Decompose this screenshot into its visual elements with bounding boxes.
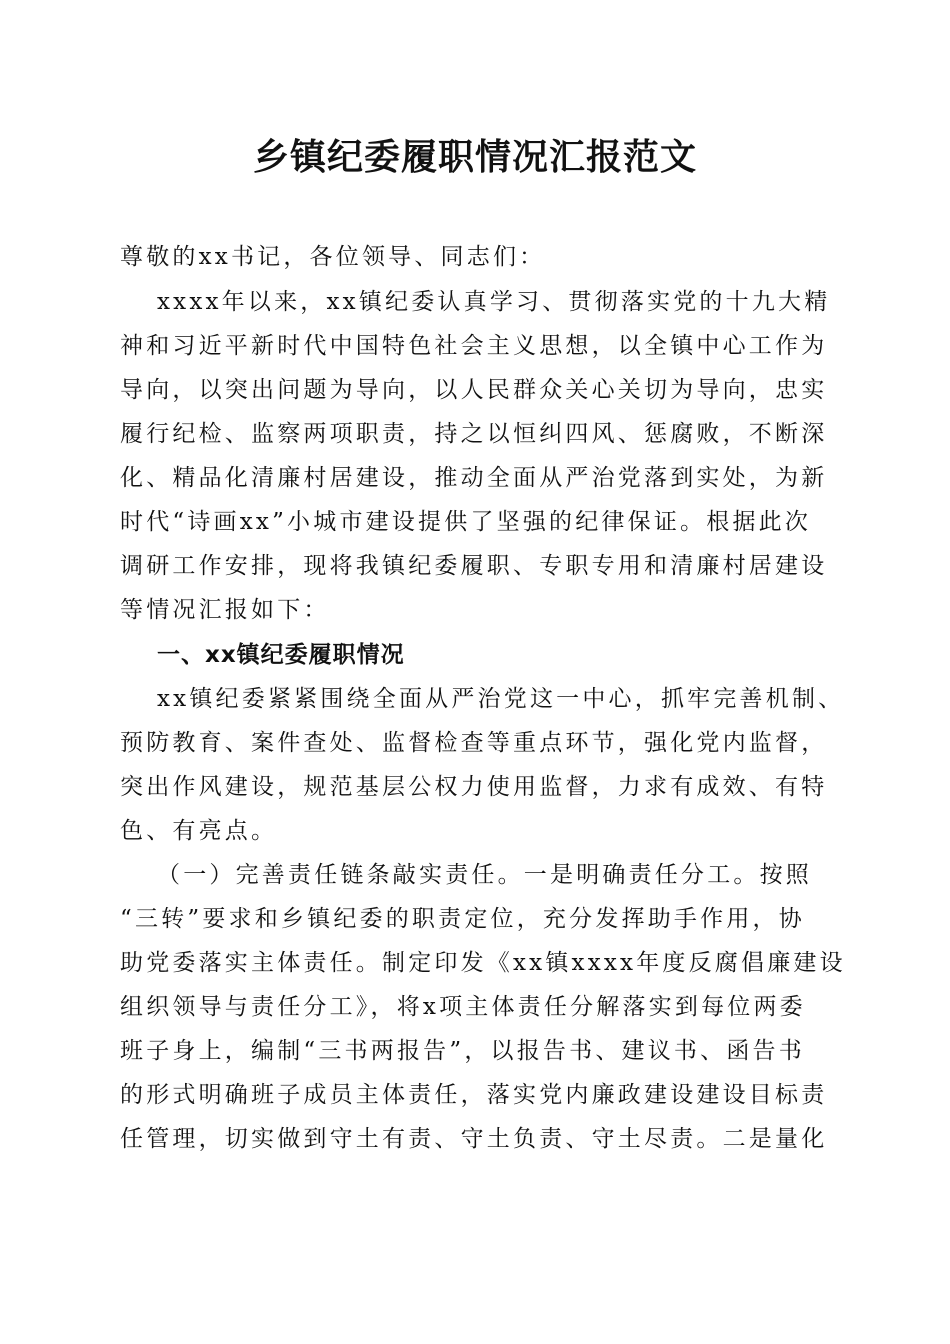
paragraph-line: “三转”要求和乡镇纪委的职责定位，充分发挥助手作用，协 bbox=[120, 906, 805, 932]
paragraph-line: 助党委落实主体责任。制定印发《xx镇xxxx年度反腐倡廉建设 bbox=[120, 950, 846, 976]
paragraph-line: 突出作风建设，规范基层公权力使用监督，力求有成效、有特 bbox=[120, 774, 828, 800]
document-title: 乡镇纪委履职情况汇报范文 bbox=[252, 136, 697, 178]
paragraph-line: 调研工作安排，现将我镇纪委履职、专职专用和清廉村居建设 bbox=[120, 553, 828, 579]
paragraph-line: 履行纪检、监察两项职责，持之以恒纠四风、惩腐败，不断深 bbox=[120, 421, 828, 447]
paragraph-line: 预防教育、案件查处、监督检查等重点环节，强化党内监督， bbox=[120, 730, 828, 756]
paragraph-line: 神和习近平新时代中国特色社会主义思想，以全镇中心工作为 bbox=[120, 333, 828, 359]
paragraph-line: 时代“诗画xx”小城市建设提供了坚强的纪律保证。根据此次 bbox=[120, 509, 812, 535]
paragraph-line: 组织领导与责任分工》，将x项主体责任分解落实到每位两委 bbox=[120, 994, 806, 1020]
paragraph-line: 色、有亮点。 bbox=[120, 818, 278, 844]
salutation-line: 尊敬的xx书记，各位领导、同志们： bbox=[120, 244, 546, 270]
section-heading: 一、xx镇纪委履职情况 bbox=[157, 642, 405, 668]
paragraph-line: 化、精品化清廉村居建设，推动全面从严治党落到实处，为新 bbox=[120, 465, 828, 491]
paragraph-line: 等情况汇报如下： bbox=[120, 597, 330, 623]
paragraph-line: 班子身上，编制“三书两报告”，以报告书、建议书、函告书 bbox=[120, 1038, 805, 1064]
paragraph-line: xx镇纪委紧紧围绕全面从严治党这一中心，抓牢完善机制、 bbox=[157, 686, 845, 712]
paragraph-line: 任管理，切实做到守土有责、守土负责、守土尽责。二是量化 bbox=[120, 1126, 828, 1152]
paragraph-line: 的形式明确班子成员主体责任，落实党内廉政建设建设目标责 bbox=[120, 1082, 828, 1108]
paragraph-line: （一）完善责任链条敲实责任。一是明确责任分工。按照 bbox=[157, 862, 812, 888]
paragraph-line: 导向，以突出问题为导向，以人民群众关心关切为导向，忠实 bbox=[120, 377, 828, 403]
paragraph-line: xxxx年以来，xx镇纪委认真学习、贯彻落实党的十九大精 bbox=[157, 289, 831, 315]
